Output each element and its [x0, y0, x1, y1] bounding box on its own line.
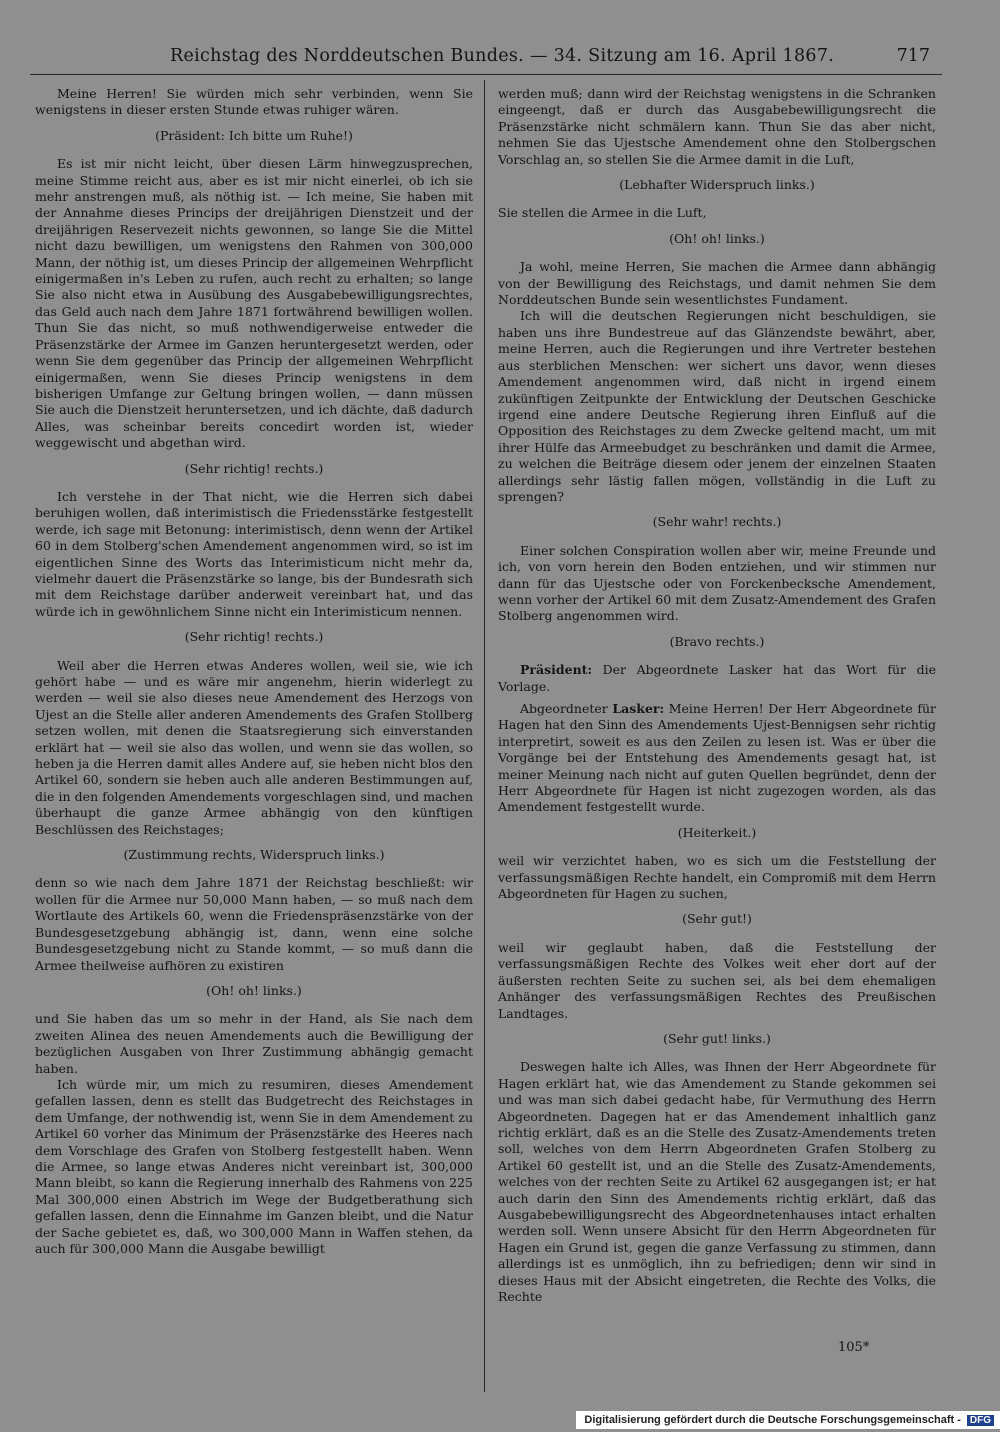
interjection: (Sehr gut! links.): [663, 1030, 771, 1046]
paragraph: werden muß; dann wird der Reichstag wenigstens in die Schranken eingeengt, daß er durch das Ausgabebewilligungsrecht die Präsenzstärke nicht schmälern kann. Thun Sie das aber nicht, nehmen Sie das Ujestsche Amendement ohne den Stolbergschen Vorschlag an, so stellen Sie die Armee damit in die Luft,: [498, 86, 936, 167]
paragraph: Weil aber die Herren etwas Anderes wollen, weil sie, wie ich gehört habe — und es wäre mir angenehm, hierin widerlegt zu werden — weil sie also dieses neue Amendement des Herzogs von Ujest an die Stelle aller anderen Amendements des Grafen Stollberg setzen wollen, mit denen die Staatsregierung sich einverstanden erklärt hat — weil sie also das wollen, und wenn sie das wollen, so heben ja die Herren damit alles Andere auf, sie heben nicht blos den Artikel 60, sondern sie heben auch alle anderen Bestimmungen auf, die in den folgenden Amendements vorgeschlagen sind, und machen überhaupt die ganze Armee abhängig von den künftigen Beschlüssen des Reichstages;: [35, 657, 473, 837]
paragraph: Ja wohl, meine Herren, Sie machen die Armee dann abhängig von der Bewilligung des Reichstags, und damit nehmen Sie dem Norddeutschen Bunde sein wesentlichstes Fundament.: [498, 259, 936, 308]
paragraph: weil wir geglaubt haben, daß die Feststellung der verfassungsmäßigen Rechte des Volkes weit eher dort auf der äußersten rechten Seite zu suchen sei, als bei dem ehemaligen Anhänger des verfassungsmäßigen Rechtes des Preußischen Landtages.: [498, 939, 936, 1021]
speaker-name: Präsident:: [520, 662, 593, 678]
page-header: [30, 40, 942, 74]
speaker-intro: Abgeordneter: [520, 701, 608, 716]
interjection: (Bravo rechts.): [669, 633, 765, 649]
column-divider: [484, 80, 485, 1392]
paragraph: denn so wie nach dem Jahre 1871 der Reichstag beschließt: wir wollen für die Armee nur 50,000 Mann haben, — so muß nach dem Wortlaute des Artikels 60, wenn die Friedenspräsenzstärke von der Bundesgesetzgebung abhängig ist, dann, wenn eine solche Bundesgesetzgebung nicht zu Stande kommt, — so muß dann die Armee theilweise aufhören zu existiren: [35, 875, 473, 973]
paragraph: Ich würde mir, um mich zu resumiren, dieses Amendement gefallen lassen, denn es stellt das Budgetrecht des Reichstages in dem Umfange, der nothwendig ist, wenn Sie in dem Amendement zu Artikel 60 vorher das Minimum der Präsenzstärke des Heeres nach dem Vorschlage des Grafen von Stolberg festgestellt haben. Wenn die Armee, so lange etwas Anderes nicht vereinbart ist, 300,000 Mann bleibt, so kann die Regierung innerhalb des Rahmens von 225 Mal 300,000 einen Abstrich im Wege der Budgetberathung sich gefallen lassen, denn die Einnahme im Ganzen bleibt, und die Natur der Sache gebietet es, daß, wo 300,000 Mann in Waffen stehen, da auch für 300,000 Mann die Ausgabe bewilligt: [35, 1076, 473, 1256]
interjection: (Sehr richtig! rechts.): [184, 460, 324, 476]
speech-text: Meine Herren! Der Herr Abgeordnete für Hagen hat den Sinn des Amendements Ujest-Bennigsen sehr richtig interpretirt, soweit es aus den Zeilen zu lesen ist. Was er über die Vorgänge bei der Entstehung des Amendements gesagt hat, ist meiner Meinung nach nicht auf guten Quellen begründet, denn der Herr Abgeordnete für Hagen ist nicht zugezogen worden, als das Amendement festgestellt wurde.: [498, 701, 936, 815]
paragraph: und Sie haben das um so mehr in der Hand, als Sie nach dem zweiten Alinea des neuen Amendements auch die Bewilligung der bezüglichen Ausgaben von Ihrer Zustimmung abhängig gemacht haben.: [35, 1011, 473, 1076]
document-page: [30, 40, 942, 1395]
interjection: (Oh! oh! links.): [669, 230, 765, 246]
right-column: [498, 86, 936, 1305]
signature-mark: 105*: [838, 1340, 870, 1355]
interjection: (Zustimmung rechts, Widerspruch links.): [123, 847, 385, 863]
dfg-logo: DFG: [967, 1415, 994, 1426]
speaker-paragraph: [498, 662, 936, 695]
interjection: (Sehr wahr! rechts.): [652, 514, 782, 530]
paragraph: Sie stellen die Armee in die Luft,: [498, 205, 707, 221]
speech-text: Der Abgeordnete Lasker hat das Wort für die Vorlage.: [498, 662, 936, 694]
paragraph: Es ist mir nicht leicht, über diesen Lärm hinwegzusprechen, meine Stimme reicht aus, aber es ist mir nicht einerlei, ob ich sie mehr anstrengen muß, als nöthig ist. — Ich meine, Sie haben mit der Annahme dieses Princips der dreijährigen Dienstzeit und der dreijährigen Reservezeit nichts gewonnen, so lange Sie die Mittel nicht dazu bewilligen, um wenigstens den Rahmen von 300,000 Mann, der nöthig ist, um dieses Princip der allgemeinen Wehrpflicht einigermaßen in's Leben zu rufen, auch recht zu erhalten; so lange Sie also nicht etwa in Ausübung des Ausgabebewilligungsrechtes, das Geld auch nach dem Jahre 1871 fortwährend bewilligen wollen. Thun Sie das nicht, so muß nothwendigerweise entweder die Präsenzstärke der Armee im Ganzen heruntergesetzt werden, oder wenn Sie dem gegenüber das Princip der allgemeinen Wehrpflicht einigermaßen, wenn Sie dieses Princip wenigstens in dem bisherigen Umfange zur Geltung bringen wollen, — dann müssen Sie auch die Dienstzeit heruntersetzen, und ich dächte, daß dadurch Alles, was scheinbar bereits concedirt worden ist, wieder weggewischt und abgethan wird.: [35, 156, 473, 451]
interjection: (Sehr gut!): [682, 911, 752, 927]
speaker-paragraph: [498, 701, 936, 816]
speaker-name: Lasker:: [612, 701, 665, 716]
paragraph: Einer solchen Conspiration wollen aber wir, meine Freunde und ich, von vorn herein den Boden entziehen, und wir stimmen nur dann für das Ujestsche oder von Forckenbecksche Amendement, wenn vorher der Artikel 60 mit dem Zusatz-Amendement des Grafen Stolberg angenommen wird.: [498, 542, 936, 624]
interjection: (Präsident: Ich bitte um Ruhe!): [155, 127, 353, 143]
footer-text: Digitalisierung gefördert durch die Deutsche Forschungsgemeinschaft -: [584, 1414, 961, 1426]
footer-banner: [576, 1411, 1000, 1429]
interjection: (Lebhafter Widerspruch links.): [619, 177, 815, 193]
running-head: Reichstag des Norddeutschen Bundes. — 34. Sitzung am 16. April 1867.: [170, 46, 835, 66]
paragraph: Ich verstehe in der That nicht, wie die Herren sich dabei beruhigen wollen, daß interimistisch die Friedensstärke festgestellt werde, ich sage mit Betonung: interimistisch, denn wenn der Artikel 60 in dem Stolberg'schen Amendement angenommen wird, so ist im eigentlichen Sinne des Worts das Interimisticum nicht mehr da, vielmehr dauert die Präsenzstärke so lange, bis der Bundesrath sich mit dem Reichstage darüber anderweit vereinbart hat, und das würde ich in gewöhnlichem Sinne nicht ein Interimisticum nennen.: [35, 488, 473, 619]
interjection: (Sehr richtig! rechts.): [184, 629, 324, 645]
paragraph: Meine Herren! Sie würden mich sehr verbinden, wenn Sie wenigstens in dieser ersten Stunde etwas ruhiger wären.: [35, 86, 473, 118]
left-column: [35, 86, 473, 1257]
paragraph: Deswegen halte ich Alles, was Ihnen der Herr Abgeordnete für Hagen erklärt hat, wie das Amendement zu Stande gekommen sei und was man sich dabei gedacht habe, für Vermuthung des Herrn Abgeordneten. Dagegen hat er das Amendement inhaltlich ganz richtig erklärt, daß es an die Stelle des Zusatz-Amendements treten soll, welches von dem Herrn Abgeordneten Grafen Stolberg zu Artikel 60 gestellt ist, und an die Stelle des Zusatz-Amendements, welches von der rechten Seite zu Artikel 62 ausgegangen ist; er hat auch darin den Sinn des Amendements richtig erklärt, daß das Ausgabebewilligungsrecht des Abgeordnetenhauses intact erhalten werden soll. Wenn unsere Absicht für den Herrn Abgeordneten für Hagen ein Grund ist, gegen die ganze Verfassung zu stimmen, dann allerdings ist es unmöglich, ihn zu befriedigen; denn wir sind in dieses Haus mit der Absicht eingetreten, die Rechte des Volks, die Rechte: [498, 1059, 936, 1304]
interjection: (Oh! oh! links.): [206, 982, 302, 998]
paragraph: weil wir verzichtet haben, wo es sich um die Feststellung der verfassungsmäßigen Rechte handelt, ein Compromiß mit dem Herrn Abgeordneten für Hagen zu suchen,: [498, 853, 936, 902]
header-rule: [30, 74, 942, 75]
interjection: (Heiterkeit.): [677, 824, 757, 840]
page-number: 717: [896, 46, 930, 66]
paragraph: Ich will die deutschen Regierungen nicht beschuldigen, sie haben uns ihre Bundestreue auf das Glänzendste bewährt, aber, meine Herren, auch die Regierungen und ihre Vertreter bestehen aus sterblichen Menschen: wer sichert uns davor, wenn dieses Amendement angenommen wird, daß nicht in irgend einem zukünftigen Zeitpunkte der Entwicklung der Deutschen Geschicke irgend eine andere Deutsche Regierung ihren Einfluß auf die Opposition des Reichstages zu dem Zwecke geltend macht, um mit ihrer Hülfe das Armeebudget zu beschränken und damit die Armee, zu welchen die Beiträge diesem oder jenem der einzelnen Staaten allerdings sehr lästig fallen mögen, vollständig in die Luft zu sprengen?: [498, 308, 936, 504]
